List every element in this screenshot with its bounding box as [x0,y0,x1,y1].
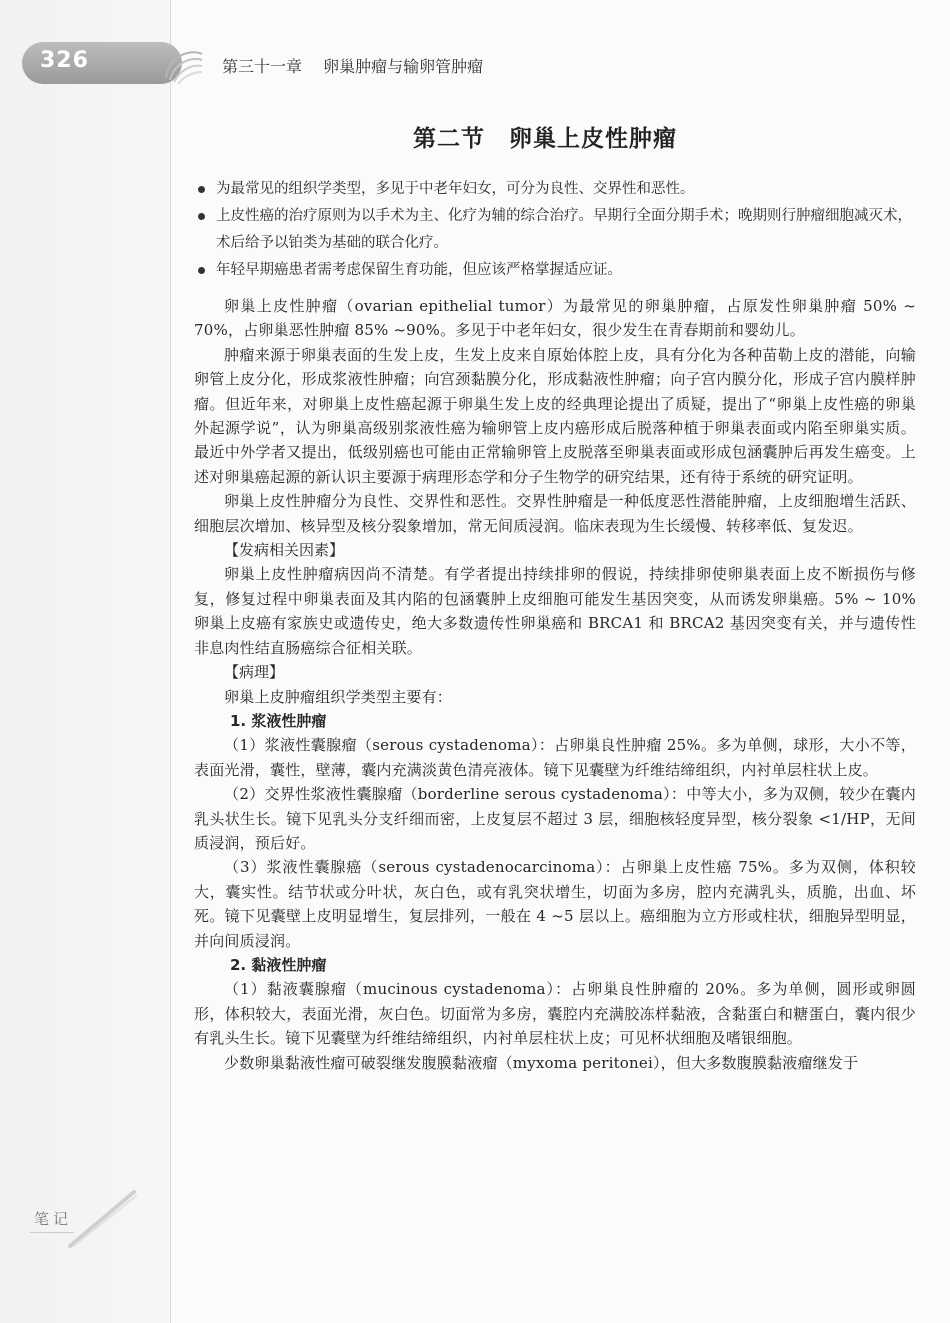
page-number: 326 [40,48,89,73]
bullet-icon [198,213,205,220]
paragraph: 卵巢上皮性肿瘤分为良性、交界性和恶性。交界性肿瘤是一种低度恶性潜能肿瘤，上皮细胞增生活跃、细胞层次增加、核异型及核分裂象增加，常无间质浸润。临床表现为生长缓慢、转移率低、复发迟。 [194,492,916,535]
paragraph: 肿瘤来源于卵巢表面的生发上皮，生发上皮来自原始体腔上皮，具有分化为各种苗勒上皮的潜能，向输卵管上皮分化，形成浆液性肿瘤；向宫颈黏膜分化，形成黏液性肿瘤；向子宫内膜分化，形成子宫内膜样肿瘤。但近年来，对卵巢上皮性癌起源于卵巢生发上皮的经典理论提出了质疑，提出了“卵巢上皮性癌的卵巢外起源学说”，认为卵巢高级别浆液性癌为输卵管上皮内癌形成后脱落种植于卵巢表面或内陷至卵巢实质。最近中外学者又提出，低级别癌也可能由正常输卵管上皮脱落至卵巢表面或形成包涵囊肿后再发生癌变。上述对卵巢癌起源的新认识主要源于病理形态学和分子生物学的研究结果，还有待于系统的研究证明。 [194,345,916,486]
chapter-number: 第三十一章 [222,57,303,76]
subsection-heading: 【发病相关因素】 [224,541,345,560]
margin-rule [170,0,171,1323]
notes-label: 笔记 [34,1210,73,1228]
chapter-title: 卵巢肿瘤与输卵管肿瘤 [323,57,484,76]
paragraph: 少数卵巢黏液性瘤可破裂继发腹膜黏液瘤（myxoma peritonei），但大多数腹膜黏液瘤继发于 [224,1053,859,1072]
numbered-heading: 2. 黏液性肿瘤 [230,955,327,974]
page-content [194,176,916,1075]
paragraph: （2）交界性浆液性囊腺瘤（borderline serous cystadenoma）：中等大小，多为双侧，较少在囊内乳头状生长。镜下见乳头分支纤细而密，上皮复层不超过 3 层，细胞核轻度异型，核分裂象 <1/HP，无间质浸润，预后好。 [194,785,916,852]
paragraph: 卵巢上皮性肿瘤（ovarian epithelial tumor）为最常见的卵巢肿瘤，占原发性卵巢肿瘤 50% ~ 70%，占卵巢恶性肿瘤 85% ~90%。多见于中老年妇女，很少发生在青春期前和婴幼儿。 [194,297,916,340]
key-points [194,176,916,284]
swirl-ornament-icon [158,38,208,88]
paragraph: 卵巢上皮肿瘤组织学类型主要有： [224,687,453,706]
key-point: 年轻早期癌患者需考虑保留生育功能，但应该严格掌握适应证。 [194,257,916,284]
pen-icon [60,1188,140,1248]
bullet-icon [198,267,205,274]
bullet-icon [198,186,205,193]
section-title: 第二节 卵巢上皮性肿瘤 [413,126,677,152]
paragraph: 卵巢上皮性肿瘤病因尚不清楚。有学者提出持续排卵的假说，持续排卵使卵巢表面上皮不断损伤与修复，修复过程中卵巢表面及其内陷的包涵囊肿上皮细胞可能发生基因突变，从而诱发卵巢癌。5% ~ 10% 卵巢上皮癌有家族史或遗传史，绝大多数遗传性卵巢癌和 BRCA1 和 BRCA2 基因突变有关，并与遗传性非息肉性结直肠癌综合征相关联。 [194,565,916,657]
paragraph: （3）浆液性囊腺癌（serous cystadenocarcinoma）：占卵巢上皮性癌 75%。多为双侧，体积较大，囊实性。结节状或分叶状，灰白色，或有乳突状增生，切面为多房，腔内充满乳头，质脆，出血、坏死。镜下见囊壁上皮明显增生，复层排列，一般在 4 ~5 层以上。癌细胞为立方形或柱状，细胞异型明显，并向间质浸润。 [194,858,916,950]
running-header [222,54,499,77]
left-margin [0,0,170,1323]
numbered-heading: 1. 浆液性肿瘤 [230,711,327,730]
key-point: 上皮性癌的治疗原则为以手术为主、化疗为辅的综合治疗。早期行全面分期手术；晚期则行肿瘤细胞减灭术，术后给予以铂类为基础的联合化疗。 [194,203,916,257]
key-point: 为最常见的组织学类型，多见于中老年妇女，可分为良性、交界性和恶性。 [194,176,916,203]
paragraph: （1）黏液囊腺瘤（mucinous cystadenoma）：占卵巢良性肿瘤的 20%。多为单侧，圆形或卵圆形，体积较大，表面光滑，灰白色。切面常为多房，囊腔内充满胶冻样黏液，含黏蛋白和糖蛋白，囊内很少有乳头生长。镜下见囊壁为纤维结缔组织，内衬单层柱状上皮；可见杯状细胞及嗜银细胞。 [194,980,916,1048]
paragraph: （1）浆液性囊腺瘤（serous cystadenoma）：占卵巢良性肿瘤 25%。多为单侧，球形，大小不等，表面光滑，囊性，壁薄，囊内充满淡黄色清亮液体。镜下见囊壁为纤维结缔组织，内衬单层柱状上皮。 [194,736,916,779]
subsection-heading: 【病理】 [224,663,285,682]
